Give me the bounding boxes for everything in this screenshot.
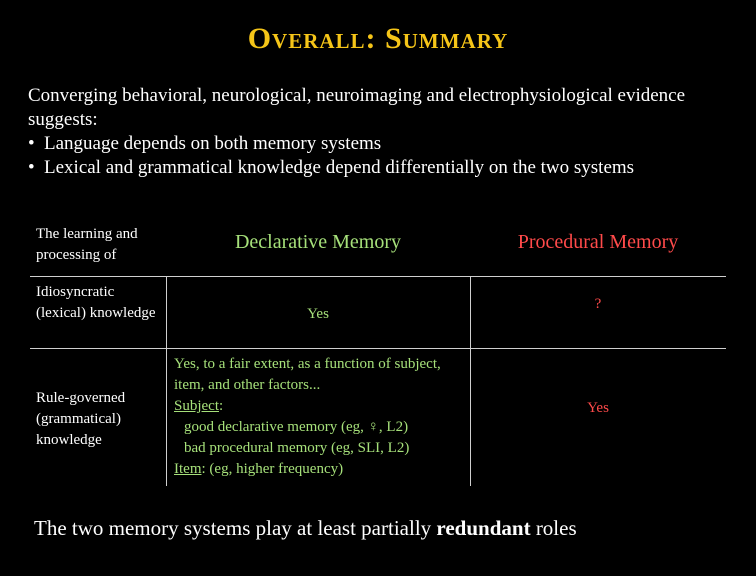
- bullet-dot-icon: •: [28, 157, 35, 178]
- bullet-text: Lexical and grammatical knowledge depend differentially on the two systems: [44, 157, 635, 178]
- conclusion-text: [34, 516, 577, 541]
- subject-label: Subject: [174, 398, 219, 414]
- row-label-grammatical: Rule-governed (grammatical) knowledge: [36, 390, 126, 448]
- conclusion-bold: redundant: [436, 516, 531, 540]
- subject-item: good declarative memory (eg, ♀, L2): [184, 419, 409, 435]
- table-divider: [30, 276, 166, 277]
- subject-colon: :: [219, 398, 224, 414]
- bullet-item: [28, 156, 748, 180]
- item-line: [174, 459, 470, 480]
- header-procedural-memory: Procedural Memory: [517, 231, 679, 253]
- intro-text: [28, 84, 748, 180]
- row-label-lexical: Idiosyncratic (lexical) knowledge: [36, 284, 156, 321]
- table-corner-label: The learning and processing of: [36, 226, 138, 263]
- bullet-dot-icon: •: [28, 133, 35, 154]
- bullet-text: Language depends on both memory systems: [44, 133, 382, 154]
- subject-line: [174, 396, 470, 417]
- conclusion-after: roles: [530, 516, 577, 540]
- memory-systems-table: [30, 212, 726, 488]
- cell-text: Yes, to a fair extent, as a function of subject, item, and other factors...: [174, 356, 441, 393]
- cell-lexical-procedural: ?: [594, 296, 602, 312]
- item-rest: : (eg, higher frequency): [201, 461, 344, 477]
- slide-title: Overall: Summary: [247, 22, 509, 55]
- intro-line: Converging behavioral, neurological, neuroimaging and electrophysiological evidence suggests:: [28, 85, 686, 130]
- subject-item: bad procedural memory (eg, SLI, L2): [184, 440, 410, 456]
- cell-grammatical-procedural: Yes: [587, 400, 609, 416]
- cell-lexical-declarative: Yes: [307, 306, 329, 322]
- item-label: Item: [174, 461, 202, 477]
- cell-grammatical-declarative: [174, 354, 470, 480]
- conclusion-before: The two memory systems play at least partially: [34, 516, 437, 540]
- bullet-item: [28, 132, 748, 156]
- header-declarative-memory: Declarative Memory: [234, 231, 402, 253]
- table-divider: [30, 348, 726, 349]
- table-divider: [166, 276, 726, 277]
